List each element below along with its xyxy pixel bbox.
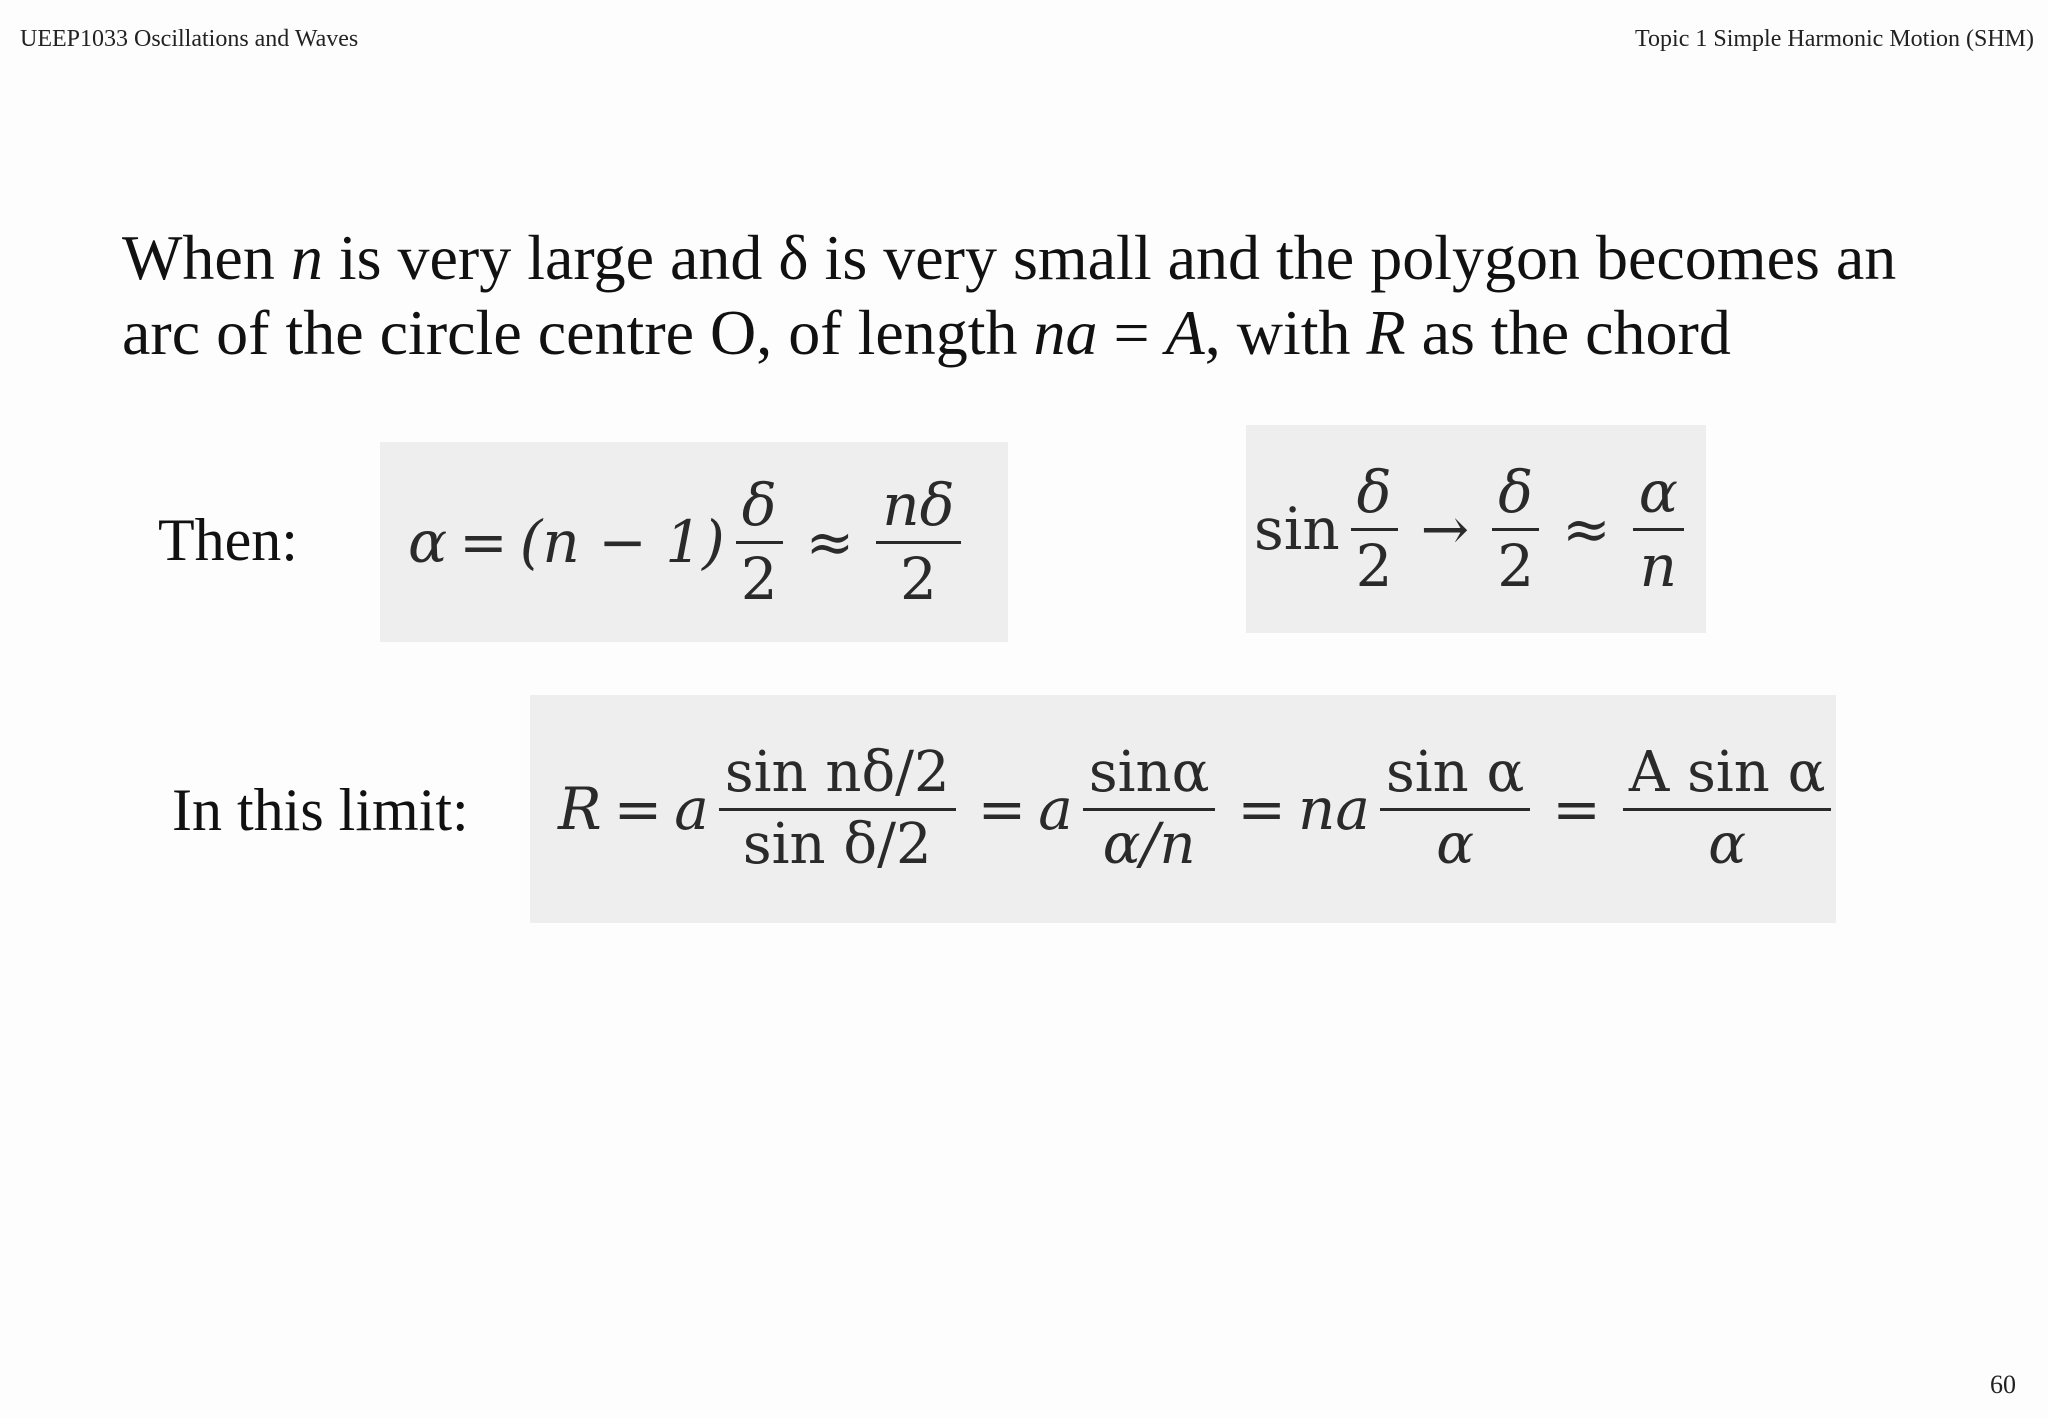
eq1-f1-num: δ <box>736 474 783 544</box>
sine-approx-equation <box>1246 425 1706 633</box>
eq3-equals-2: = <box>977 775 1027 843</box>
eq2-fraction-1 <box>1350 457 1399 600</box>
eq1-fraction-2 <box>876 470 960 613</box>
eq3-fraction-4 <box>1623 740 1832 877</box>
eq3-fraction-1 <box>719 740 956 877</box>
eq2-f2-den: 2 <box>1497 531 1535 600</box>
eq2-approx: ≈ <box>1562 495 1611 563</box>
limit-label: In this limit: <box>172 777 469 843</box>
eq2-arrow: → <box>1420 495 1470 563</box>
eq2-f3-den: n <box>1639 531 1677 600</box>
page-number: 60 <box>1990 1370 2016 1399</box>
eq1-equals: = <box>459 508 508 576</box>
eq3-na: na <box>1298 775 1370 843</box>
intro-var-n: n <box>290 222 323 293</box>
eq2-f1-den: 2 <box>1355 531 1393 600</box>
eq3-equals-4: = <box>1552 775 1601 843</box>
eq3-f4-den: α <box>1708 811 1747 877</box>
eq2-f2-num: δ <box>1492 461 1539 531</box>
eq3-f2-num: sinα <box>1083 743 1216 810</box>
course-title: UEEP1033 Oscillations and Waves <box>20 26 359 52</box>
alpha-equation <box>380 442 1008 642</box>
eq3-f1-num: sin nδ/2 <box>719 743 956 810</box>
eq2-f3-num: α <box>1633 461 1684 531</box>
resultant-equation <box>530 695 1836 923</box>
intro-var-a: A <box>1165 297 1205 368</box>
intro-text-1: When <box>122 222 291 293</box>
eq1-f2-den: 2 <box>899 544 937 613</box>
eq3-equals-1: = <box>613 775 663 843</box>
eq2-fraction-2 <box>1491 457 1540 600</box>
eq3-equals-3: = <box>1237 775 1287 843</box>
intro-text-3: , with <box>1204 297 1367 368</box>
eq1-approx: ≈ <box>805 508 855 576</box>
eq1-lhs: α <box>408 508 448 576</box>
intro-var-r: R <box>1366 297 1406 368</box>
eq3-fraction-2 <box>1083 740 1216 877</box>
intro-text-4: as the chord <box>1405 297 1731 368</box>
intro-var-na: na <box>1033 297 1098 368</box>
eq3-a-2: a <box>1038 775 1073 843</box>
then-label: Then: <box>158 507 298 573</box>
eq3-r: R <box>558 775 602 843</box>
eq2-f1-num: δ <box>1351 461 1398 531</box>
eq3-fraction-3 <box>1380 740 1530 877</box>
eq3-f2-den: α/n <box>1102 811 1196 877</box>
eq1-f1-den: 2 <box>740 544 778 613</box>
eq3-f1-den: sin δ/2 <box>742 811 932 877</box>
eq3-a-1: a <box>674 775 709 843</box>
eq2-sin: sin <box>1254 495 1340 563</box>
eq1-factor: (n − 1) <box>519 508 725 576</box>
eq3-f3-num: sin α <box>1380 743 1530 810</box>
intro-equals: = <box>1097 297 1166 368</box>
topic-title: Topic 1 Simple Harmonic Motion (SHM) <box>1635 26 2034 52</box>
intro-text-2: is very large and δ is very small and the polygon becomes an arc of the circle centre O, of length <box>122 222 1897 368</box>
eq1-f2-num: nδ <box>876 474 960 544</box>
eq3-f4-num: A sin α <box>1623 743 1832 810</box>
intro-paragraph <box>122 220 1952 370</box>
eq1-fraction-1 <box>735 470 784 613</box>
eq3-f3-den: α <box>1436 811 1475 877</box>
eq2-fraction-3 <box>1633 457 1684 600</box>
